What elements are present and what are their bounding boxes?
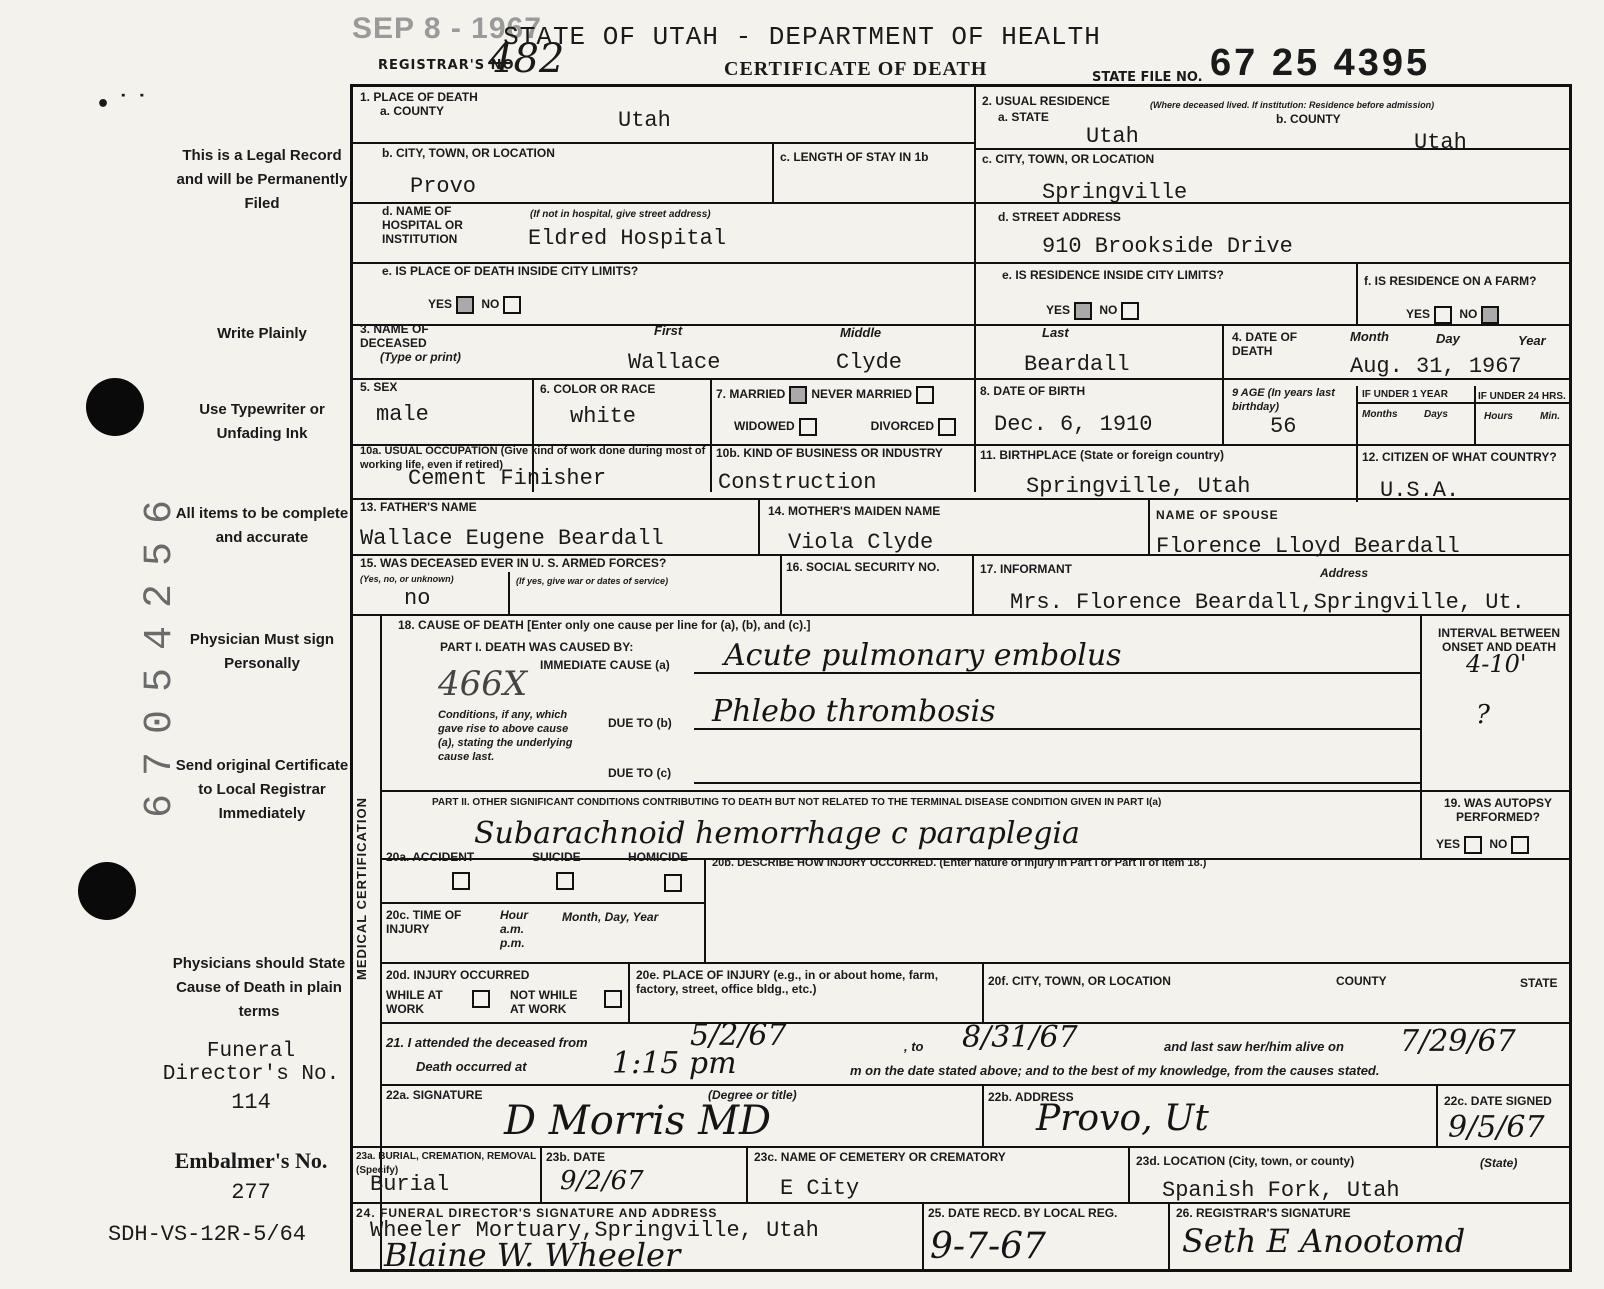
f9-label: 9 AGE (In years last birthday): [1232, 387, 1335, 413]
f7-divorced-label: DIVORCED: [870, 419, 934, 434]
accident-box[interactable]: [452, 872, 470, 890]
f19-no-box[interactable]: [1511, 836, 1529, 854]
f23c-label: 23c. NAME OF CEMETERY OR CREMATORY: [754, 1150, 1006, 1164]
cause-b-value: Phlebo thrombosis: [712, 694, 996, 729]
f1d-value: Eldred Hospital: [528, 226, 727, 251]
f2a-value: Utah: [1086, 124, 1139, 149]
conditions-note: Conditions, if any, which gave rise to above cause (a), stating the underlying cause last.: [438, 709, 573, 763]
f19-yes-box[interactable]: [1464, 836, 1482, 854]
legal-record-note: This is a Legal Record and will be Permanently Filed: [176, 147, 348, 212]
degree-label: (Degree or title): [708, 1088, 797, 1102]
send-original-note: Send original Certificate to Local Registrar Immediately: [175, 757, 349, 822]
f2c-value: Springville: [1042, 180, 1188, 205]
physician-signature: D Morris MD: [504, 1098, 772, 1144]
homicide-box[interactable]: [664, 874, 682, 892]
f17-label: 17. INFORMANT: [980, 562, 1073, 576]
f18-label: 18. CAUSE OF DEATH [Enter only one cause per line for (a), (b), and (c).]: [398, 618, 811, 632]
part2-label: PART II. OTHER SIGNIFICANT CONDITIONS CONTRIBUTING TO DEATH BUT NOT RELATED TO THE TERMINAL DISEASE CONDITION GIVEN IN PART I(a): [432, 797, 1162, 808]
last-label: Last: [1042, 325, 1069, 340]
f24-label: 24. FUNERAL DIRECTOR'S SIGNATURE AND ADDRESS: [356, 1206, 718, 1220]
f1e-label: e. IS PLACE OF DEATH INSIDE CITY LIMITS?: [382, 264, 639, 278]
f20b-label: 20b. DESCRIBE HOW INJURY OCCURRED. (Enter nature of injury in Part I or Part II of item 18.): [712, 857, 1207, 869]
address-label: Address: [1320, 566, 1369, 580]
f2f-label: f. IS RESIDENCE ON A FARM?: [1364, 274, 1537, 288]
state-paren-label: (State): [1480, 1156, 1518, 1170]
f15-note2: (If yes, give war or dates of service): [516, 576, 669, 586]
embalmer-label: Embalmer's No.: [174, 1148, 328, 1173]
f2e-yes-box[interactable]: [1074, 302, 1092, 320]
f2b-label: b. COUNTY: [1276, 112, 1341, 126]
f22b-value: Provo, Ut: [1036, 1098, 1209, 1139]
f15-label: 15. WAS DECEASED EVER IN U. S. ARMED FORCES?: [360, 556, 667, 570]
f2a-label: a. STATE: [998, 110, 1049, 124]
f1e-no-label: NO: [481, 297, 500, 312]
f7-married-box[interactable]: [789, 386, 807, 404]
funeral-director-no: 114: [231, 1090, 271, 1115]
f1-label: 1. PLACE OF DEATH: [360, 90, 478, 104]
months-label: Months: [1362, 409, 1398, 420]
f23a-value: Burial: [370, 1172, 450, 1197]
suicide-box[interactable]: [556, 872, 574, 890]
f10a-value: Cement Finisher: [408, 466, 607, 491]
f1a-label: a. COUNTY: [380, 104, 445, 118]
f2d-value: 910 Brookside Drive: [1042, 234, 1293, 259]
f2-note: (Where deceased lived. If institution: Residence before admission): [1150, 100, 1435, 110]
f19-label: 19. WAS AUTOPSY PERFORMED?: [1443, 796, 1553, 824]
part2-value: Subarachnoid hemorrhage c paraplegia: [474, 816, 1080, 851]
write-plainly-note: Write Plainly: [217, 325, 307, 342]
f22a-label: 22a. SIGNATURE: [386, 1088, 483, 1102]
f6-value: white: [570, 404, 637, 429]
f22b-label: 22b. ADDRESS: [988, 1090, 1074, 1104]
f1b-value: Provo: [410, 174, 477, 199]
registrars-no: 482: [488, 36, 565, 82]
agency-title: STATE OF UTAH - DEPARTMENT OF HEALTH: [503, 22, 1101, 52]
days-label: Days: [1424, 409, 1448, 420]
attended-from: 5/2/67: [690, 1018, 787, 1053]
all-items-note: All items to be complete and accurate: [175, 505, 349, 546]
first-name: Wallace: [628, 350, 721, 375]
f2f-no-box[interactable]: [1481, 306, 1499, 324]
physician-sign-note: Physician Must sign Personally: [189, 631, 335, 672]
f7-married-label: 7. MARRIED: [716, 387, 786, 402]
date-stamp: SEP 8 - 1967: [352, 12, 542, 45]
f11-value: Springville, Utah: [1026, 474, 1251, 499]
f2f-no-label: NO: [1459, 307, 1478, 322]
f1e-checkboxes: [428, 296, 525, 314]
interval-b-value: ?: [1476, 700, 1490, 730]
funeral-director-label: Funeral Director's No.: [162, 1040, 340, 1086]
f21-label: 21. I attended the deceased from: [386, 1035, 588, 1050]
f5-label: 5. SEX: [360, 380, 398, 394]
f26-label: 26. REGISTRAR'S SIGNATURE: [1176, 1206, 1351, 1220]
day-label: Day: [1436, 331, 1460, 346]
due-b-label: DUE TO (b): [608, 716, 672, 730]
hours-label: Hours: [1484, 411, 1513, 422]
state-file-no-label: STATE FILE NO.: [1092, 70, 1203, 85]
f12-value: U.S.A.: [1380, 478, 1460, 503]
margin-dots: • ˙ ˙: [96, 92, 148, 117]
registrars-no-label: REGISTRAR'S NO.: [378, 58, 521, 73]
f15-value: no: [404, 586, 431, 611]
min-label: Min.: [1540, 411, 1560, 422]
f8-label: 8. DATE OF BIRTH: [980, 384, 1086, 398]
f22c-value: 9/5/67: [1448, 1110, 1545, 1145]
f19-no-label: NO: [1489, 837, 1508, 852]
attended-to: 8/31/67: [962, 1020, 1078, 1055]
physicians-should-note: Physicians should State Cause of Death in plain terms: [172, 955, 346, 1020]
f2f-yes-box[interactable]: [1434, 306, 1452, 324]
f2e-no-box[interactable]: [1121, 302, 1139, 320]
cause-a-value: Acute pulmonary embolus: [724, 638, 1122, 673]
form-code: SDH-VS-12R-5/64: [107, 1222, 307, 1247]
f19-yes-label: YES: [1436, 837, 1461, 852]
f23d-value: Spanish Fork, Utah: [1162, 1178, 1400, 1203]
f2-label: 2. USUAL RESIDENCE: [982, 94, 1110, 108]
f11-label: 11. BIRTHPLACE (State or foreign country): [980, 448, 1225, 462]
mdy-label: Month, Day, Year: [562, 910, 659, 924]
county-label: COUNTY: [1336, 974, 1387, 988]
f1b-label: b. CITY, TOWN, OR LOCATION: [382, 146, 555, 160]
f4-value: Aug. 31, 1967: [1350, 354, 1522, 379]
medical-certification-label: MEDICAL CERTIFICATION: [354, 796, 369, 980]
f12-label: 12. CITIZEN OF WHAT COUNTRY?: [1362, 450, 1557, 464]
f4-label: 4. DATE OF DEATH: [1232, 330, 1298, 358]
f2c-label: c. CITY, TOWN, OR LOCATION: [982, 152, 1155, 166]
state-file-no: 67 25 4395: [1210, 42, 1431, 84]
f7-widowed-box[interactable]: [799, 418, 817, 436]
f1e-yes-label: YES: [428, 297, 453, 312]
f5-value: male: [376, 402, 429, 427]
first-label: First: [654, 323, 683, 338]
f20f-label: 20f. CITY, TOWN, OR LOCATION: [988, 974, 1171, 988]
f2f-yes-label: YES: [1406, 307, 1431, 322]
f1d-label: d. NAME OF HOSPITAL OR INSTITUTION: [382, 204, 463, 246]
interval-label: INTERVAL BETWEEN ONSET AND DEATH: [1437, 626, 1560, 654]
due-c-label: DUE TO (c): [608, 766, 672, 780]
f2e-yes-label: YES: [1046, 303, 1071, 318]
interval-a-value: 4-10': [1466, 650, 1527, 678]
vertical-number: 67054256: [138, 481, 183, 818]
f22c-label: 22c. DATE SIGNED: [1444, 1094, 1552, 1108]
homicide-label: HOMICIDE: [628, 850, 688, 864]
immediate-cause-label: IMMEDIATE CAUSE (a): [540, 658, 670, 672]
f23b-value: 9/2/67: [560, 1166, 644, 1196]
f1a-value: Utah: [618, 108, 671, 133]
f1e-yes-box[interactable]: [456, 296, 474, 314]
f7-never-box[interactable]: [916, 386, 934, 404]
certificate-title: CERTIFICATE OF DEATH: [724, 58, 988, 80]
f20d-label: 20d. INJURY OCCURRED: [386, 968, 530, 982]
f15-note: (Yes, no, or unknown): [360, 574, 454, 584]
while-work-box[interactable]: [472, 990, 490, 1008]
f1d-note: (If not in hospital, give street address): [530, 209, 711, 220]
spouse-value: Florence Lloyd Beardall: [1156, 534, 1460, 559]
f2e-no-label: NO: [1099, 303, 1118, 318]
f20a-label: 20a. ACCIDENT: [386, 850, 475, 864]
f13-value: Wallace Eugene Beardall: [360, 526, 664, 551]
middle-label: Middle: [840, 325, 882, 340]
embalmer-no: 277: [231, 1180, 271, 1205]
f23a-label: 23a. BURIAL, CREMATION, REMOVAL (Specify): [356, 1151, 537, 1176]
f9-value: 56: [1270, 414, 1297, 439]
f7-married-row: [716, 386, 938, 404]
f1c-label: c. LENGTH OF STAY IN 1b: [780, 150, 929, 164]
last-saw-label: and last saw her/him alive on: [1164, 1039, 1344, 1054]
month-label: Month: [1350, 329, 1389, 344]
f3-label: 3. NAME OF DECEASED: [360, 322, 429, 350]
f3-note: (Type or print): [380, 350, 461, 364]
last-name: Beardall: [1024, 352, 1130, 377]
f10b-label: 10b. KIND OF BUSINESS OR INDUSTRY: [716, 446, 943, 460]
spouse-label: NAME OF SPOUSE: [1156, 508, 1279, 522]
under-24-hrs: IF UNDER 24 HRS.: [1478, 391, 1566, 402]
f24-value: Wheeler Mortuary,Springville, Utah: [370, 1218, 819, 1243]
f8-value: Dec. 6, 1910: [994, 412, 1153, 437]
registrar-signature: Seth E Anootomd: [1182, 1222, 1466, 1260]
f14-value: Viola Clyde: [788, 530, 934, 555]
f6-label: 6. COLOR OR RACE: [540, 382, 656, 396]
f16-label: 16. SOCIAL SECURITY NO.: [786, 560, 940, 574]
f2e-checkboxes: [1046, 302, 1143, 320]
f2b-value: Utah: [1414, 130, 1467, 155]
last-saw-date: 7/29/67: [1400, 1024, 1516, 1059]
state-label: STATE: [1520, 976, 1558, 990]
f20c-label: 20c. TIME OF INJURY: [386, 908, 462, 936]
death-occurred-label: Death occurred at: [416, 1059, 527, 1074]
punch-hole-bottom: [78, 862, 136, 920]
f10a-label: 10a. USUAL OCCUPATION (Give kind of work done during most of working life, even if retired): [360, 445, 706, 471]
f23b-label: 23b. DATE: [546, 1150, 606, 1164]
use-typewriter-note: Use Typewriter or Unfading Ink: [199, 401, 325, 442]
suicide-label: SUICIDE: [532, 850, 581, 864]
f17-value: Mrs. Florence Beardall,Springville, Ut.: [1010, 590, 1525, 615]
f13-label: 13. FATHER'S NAME: [360, 500, 477, 514]
f19-checkboxes: [1436, 836, 1533, 854]
f7-never-label: NEVER MARRIED: [811, 387, 913, 402]
death-time: 1:15 pm: [612, 1046, 737, 1081]
f23c-value: E City: [780, 1176, 860, 1201]
under-1-year: IF UNDER 1 YEAR: [1362, 389, 1448, 400]
funeral-director-signature: Blaine W. Wheeler: [384, 1236, 681, 1274]
punch-hole-top: [86, 378, 144, 436]
not-while-box[interactable]: [604, 990, 622, 1008]
f7-divorced-box[interactable]: [938, 418, 956, 436]
f2f-checkboxes: [1406, 306, 1503, 324]
cause-code: 466X: [438, 664, 528, 704]
year-label: Year: [1518, 333, 1546, 348]
f2e-label: e. IS RESIDENCE INSIDE CITY LIMITS?: [1002, 268, 1224, 282]
f7-widowed-label: WIDOWED: [734, 419, 795, 434]
f23d-label: 23d. LOCATION (City, town, or county): [1136, 1154, 1355, 1168]
f14-label: 14. MOTHER'S MAIDEN NAME: [768, 504, 941, 518]
part1-label: PART I. DEATH WAS CAUSED BY:: [440, 640, 634, 654]
while-work-label: WHILE AT WORK: [386, 988, 443, 1016]
middle-name: Clyde: [836, 350, 903, 375]
f20e-label: 20e. PLACE OF INJURY (e.g., in or about home, farm, factory, street, office bldg., etc.): [636, 968, 939, 996]
not-while-label: NOT WHILE AT WORK: [510, 988, 578, 1016]
hour-label: Hour a.m. p.m.: [500, 908, 528, 950]
f7-widowed-row: [734, 418, 960, 436]
to-label: , to: [904, 1039, 924, 1054]
f10b-value: Construction: [718, 470, 877, 495]
f25-label: 25. DATE RECD. BY LOCAL REG.: [928, 1206, 1118, 1220]
f2d-label: d. STREET ADDRESS: [998, 210, 1121, 224]
date-stated-label: m on the date stated above; and to the best of my knowledge, from the causes stated.: [850, 1063, 1380, 1078]
f1e-no-box[interactable]: [503, 296, 521, 314]
f25-value: 9-7-67: [930, 1226, 1046, 1267]
